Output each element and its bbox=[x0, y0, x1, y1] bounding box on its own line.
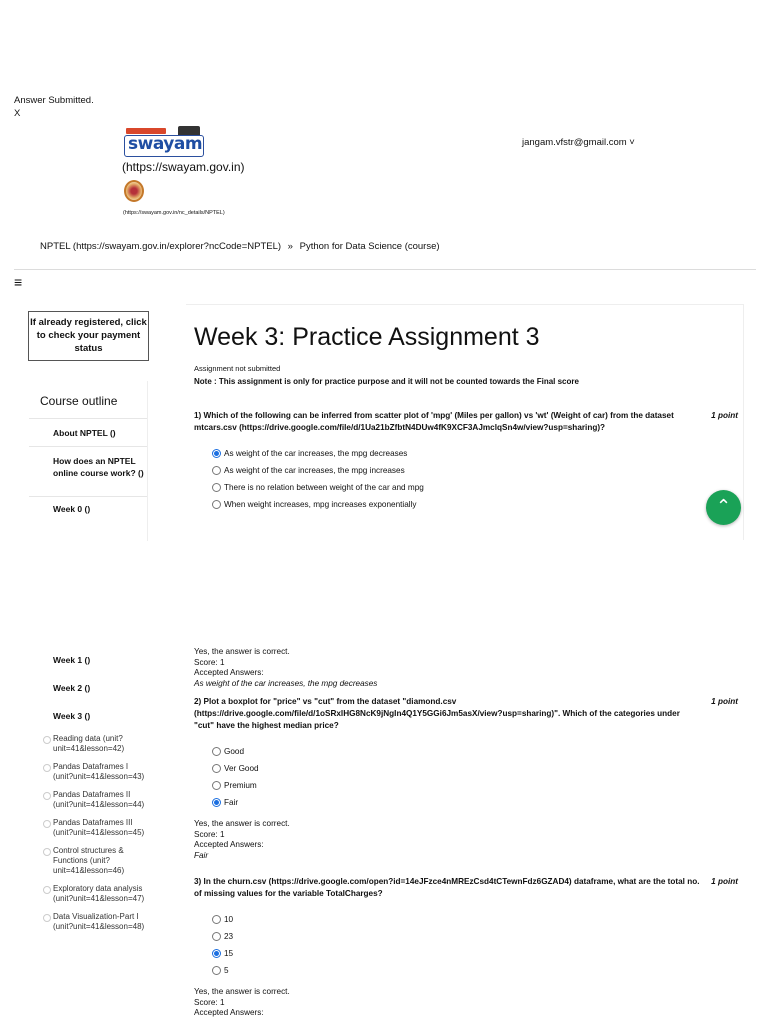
radio-selected-icon[interactable] bbox=[212, 949, 221, 958]
page-title: Week 3: Practice Assignment 3 bbox=[194, 323, 540, 351]
q1-option[interactable] bbox=[212, 462, 742, 479]
payment-status-button[interactable]: If already registered, click to check your payment status bbox=[28, 311, 149, 361]
q2-option[interactable] bbox=[212, 760, 742, 777]
nptel-link[interactable]: (https://swayam.gov.in/nc_details/NPTEL) bbox=[123, 210, 225, 216]
radio-icon[interactable] bbox=[212, 966, 221, 975]
question-2-result bbox=[194, 819, 742, 861]
radio-selected-icon[interactable] bbox=[212, 798, 221, 807]
question-1-text bbox=[194, 410, 742, 434]
lesson-link[interactable]: Control structures & Functions (unit?unit=41&lesson=46) bbox=[29, 846, 148, 876]
q2-feedback: Yes, the answer is correct. bbox=[194, 819, 290, 828]
course-outline-title: Course outline bbox=[29, 381, 147, 419]
outline-item-week-2[interactable]: Week 2 () bbox=[53, 683, 91, 693]
q3-option[interactable] bbox=[212, 911, 742, 928]
radio-selected-icon[interactable] bbox=[212, 449, 221, 458]
breadcrumb-nptel[interactable]: NPTEL (https://swayam.gov.in/explorer?ncCode=NPTEL) bbox=[40, 241, 282, 252]
q1-accepted-answer: As weight of the car increases, the mpg decreases bbox=[194, 678, 378, 688]
radio-icon[interactable] bbox=[212, 483, 221, 492]
submission-status: Assignment not submitted bbox=[194, 364, 281, 373]
question-3-result bbox=[194, 987, 742, 1019]
q2-option-label: Good bbox=[224, 747, 245, 756]
q2-option[interactable] bbox=[212, 794, 742, 811]
q3-option[interactable] bbox=[212, 962, 742, 979]
breadcrumb bbox=[40, 241, 440, 252]
q2-accepted-label: Accepted Answers: bbox=[194, 840, 264, 849]
outline-item-week-3[interactable]: Week 3 () bbox=[53, 711, 91, 721]
lesson-link[interactable]: Pandas Dataframes II (unit?unit=41&lesson=44) bbox=[29, 790, 148, 810]
q2-option-label: Ver Good bbox=[224, 764, 259, 773]
course-outline bbox=[29, 381, 148, 541]
q1-option-label: As weight of the car increases, the mpg increases bbox=[224, 466, 405, 475]
q3-option[interactable] bbox=[212, 945, 742, 962]
question-1 bbox=[194, 410, 742, 513]
q3-accepted-label: Accepted Answers: bbox=[194, 1008, 264, 1017]
q1-option[interactable] bbox=[212, 445, 742, 462]
q1-option[interactable] bbox=[212, 496, 742, 513]
question-3 bbox=[194, 876, 742, 1019]
question-2-prompt: 2) Plot a boxplot for "price" vs "cut" from the dataset "diamond.csv (https://drive.google.com/file/d/1oSRxlHG8NcK9jNgIn4Q1Y5GGi6Jm5asX/view?usp=sharing)". Which of the categories under "cut" have the highest median price? bbox=[194, 697, 680, 730]
question-1-options bbox=[194, 445, 742, 513]
q3-option-label: 5 bbox=[224, 966, 229, 975]
outline-item-how-course-works[interactable]: How does an NPTEL online course work? () bbox=[29, 447, 147, 497]
q1-option-label: There is no relation between weight of the car and mpg bbox=[224, 483, 424, 492]
radio-icon[interactable] bbox=[212, 915, 221, 924]
question-3-prompt: 3) In the churn.csv (https://drive.google.com/open?id=14eJFzce4nMREzCsd4tCTewnFdz6GZAD4) dataframe, what are the total no. of missing values for the variable TotalCharges? bbox=[194, 877, 700, 898]
radio-icon[interactable] bbox=[212, 781, 221, 790]
question-2-text bbox=[194, 696, 742, 732]
q3-option-label: 10 bbox=[224, 915, 234, 924]
q3-feedback: Yes, the answer is correct. bbox=[194, 987, 290, 996]
lesson-link[interactable]: Data Visualization-Part I (unit?unit=41&lesson=48) bbox=[29, 912, 148, 932]
lesson-link[interactable]: Pandas Dataframes I (unit?unit=41&lesson=43) bbox=[29, 762, 148, 782]
outline-item-week-1[interactable]: Week 1 () bbox=[53, 655, 91, 665]
q2-option[interactable] bbox=[212, 777, 742, 794]
q3-score: Score: 1 bbox=[194, 997, 225, 1007]
question-2 bbox=[194, 696, 742, 861]
lesson-link[interactable]: Exploratory data analysis (unit?unit=41&lesson=47) bbox=[29, 884, 148, 904]
course-outline-continued bbox=[29, 646, 148, 940]
user-menu[interactable]: jangam.vfstr@gmail.com ˅ bbox=[522, 137, 635, 148]
lesson-link[interactable]: Pandas Dataframes III (unit?unit=41&lesson=45) bbox=[29, 818, 148, 838]
radio-icon[interactable] bbox=[212, 747, 221, 756]
question-1-points: 1 point bbox=[711, 411, 738, 420]
breadcrumb-separator: » bbox=[287, 241, 293, 252]
radio-icon[interactable] bbox=[212, 764, 221, 773]
scroll-to-top-button[interactable]: ⌃ bbox=[706, 490, 741, 525]
radio-icon[interactable] bbox=[212, 932, 221, 941]
assignment-results bbox=[194, 647, 742, 1019]
q2-option-label: Fair bbox=[224, 798, 239, 807]
q1-option[interactable] bbox=[212, 479, 742, 496]
q2-accepted-answer: Fair bbox=[194, 850, 209, 860]
q1-option-label: When weight increases, mpg increases exponentially bbox=[224, 500, 417, 509]
radio-icon[interactable] bbox=[212, 500, 221, 509]
q1-feedback: Yes, the answer is correct. bbox=[194, 647, 290, 656]
swayam-logo[interactable]: swayam bbox=[122, 126, 210, 164]
nptel-logo[interactable] bbox=[124, 180, 144, 202]
notice-close-button[interactable]: X bbox=[14, 108, 21, 119]
practice-note: Note : This assignment is only for practice purpose and it will not be counted towards the Final score bbox=[194, 377, 579, 386]
notice-message: Answer Submitted. bbox=[14, 95, 94, 106]
outline-item-week-0[interactable]: Week 0 () bbox=[53, 504, 91, 514]
q3-option[interactable] bbox=[212, 928, 742, 945]
question-2-points: 1 point bbox=[711, 697, 738, 706]
question-1-result bbox=[194, 647, 742, 689]
q2-option[interactable] bbox=[212, 743, 742, 760]
hamburger-menu-icon[interactable]: ≡ bbox=[14, 274, 23, 290]
q3-option-label: 15 bbox=[224, 949, 234, 958]
answer-submitted-notice bbox=[14, 94, 94, 120]
breadcrumb-course[interactable]: Python for Data Science (course) bbox=[299, 241, 440, 252]
radio-icon[interactable] bbox=[212, 466, 221, 475]
question-3-text bbox=[194, 876, 742, 900]
header-divider bbox=[14, 269, 756, 270]
question-3-points: 1 point bbox=[711, 877, 738, 886]
lesson-link[interactable]: Reading data (unit?unit=41&lesson=42) bbox=[29, 734, 148, 754]
outline-item-about-nptel[interactable]: About NPTEL () bbox=[29, 419, 147, 447]
q1-score: Score: 1 bbox=[194, 657, 225, 667]
question-3-options bbox=[194, 911, 742, 979]
q3-option-label: 23 bbox=[224, 932, 234, 941]
q1-accepted-label: Accepted Answers: bbox=[194, 668, 264, 677]
question-2-options bbox=[194, 743, 742, 811]
swayam-link[interactable]: (https://swayam.gov.in) bbox=[122, 160, 245, 174]
question-1-prompt: 1) Which of the following can be inferred from scatter plot of 'mpg' (Miles per gallon) vs 'wt' (Weight of car) from the dataset mtcars.csv (https://drive.google.com/file/d/1Ua21bZfbtN4DUw4fK9XCF3AJmclqSn4w/view?usp=sharing)? bbox=[194, 411, 674, 432]
q1-option-label: As weight of the car increases, the mpg decreases bbox=[224, 449, 408, 458]
q2-option-label: Premium bbox=[224, 781, 257, 790]
q2-score: Score: 1 bbox=[194, 829, 225, 839]
